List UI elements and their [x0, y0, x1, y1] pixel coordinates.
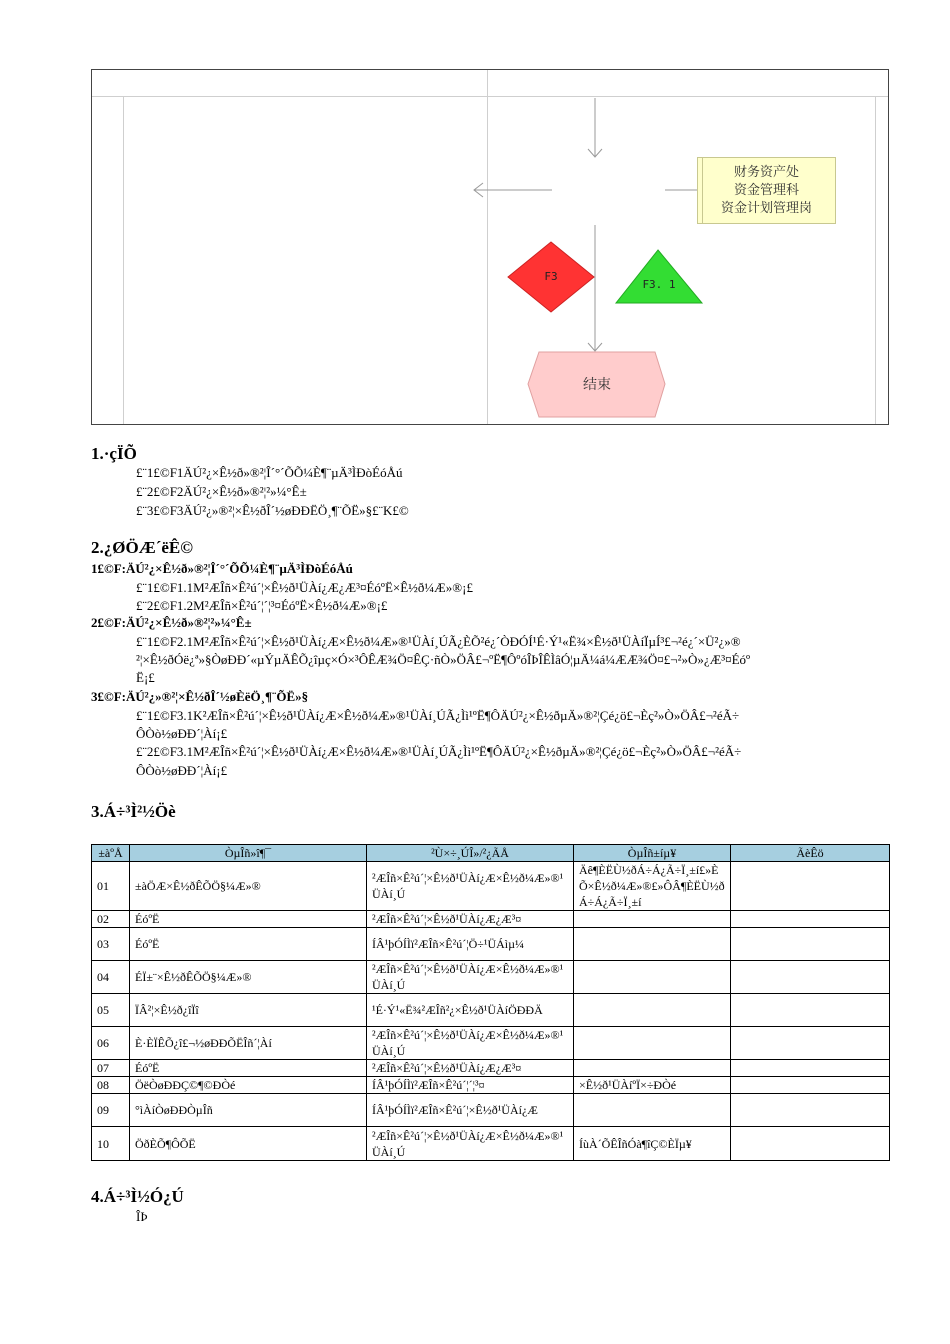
cell-desc: [731, 911, 890, 928]
risk-line-1: £¨1£©F1ÄÚ²¿×Ê½ð»®²¦Î´°´ÕÕ¼È¶¨µÄ³ÌÐòÉóÅú: [136, 465, 403, 480]
cell-no: 06: [92, 1027, 130, 1060]
table-row: [92, 961, 890, 994]
cell-role: ²ÆÎñ×Ê²ú´¦×Ê½ð¹ÜÀí¿Æ¿Æ³¤: [367, 911, 574, 928]
cell-desc: [731, 1027, 890, 1060]
cell-activity: ÉÏ±¨×Ê½ðÊÕÖ§¼Æ»®: [130, 961, 367, 994]
control-3-line-3: £¨2£©F3.1M²ÆÎñ×Ê²ú´¦×Ê½ð¹ÜÀí¿Æ×Ê½ð¼Æ»®¹ÜÀí¸ÚÃ¿Ìì¹ºË¶ÔÄÚ²¿×Ê½ðµÄ»®²¦Çé¿ö£¬Èç²»Ò»ÖÂ£¬²éÃ÷: [136, 744, 742, 759]
cell-form: [574, 1094, 731, 1127]
control-2-line-3: Ë¡£: [136, 670, 155, 685]
cell-form: [574, 911, 731, 928]
cell-form: ÍùÀ´ÕÊÎñÓà¶îÇ©ÈÏµ¥: [574, 1127, 731, 1161]
cell-activity: ÉóºË: [130, 1060, 367, 1077]
control-3-line-2: ÔÒò½øÐÐ´¦Àí¡£: [136, 726, 228, 741]
cell-desc: [731, 928, 890, 961]
cell-form: [574, 1027, 731, 1060]
header-role: ²Ù×÷¸ÚÎ»/²¿ÃÅ: [367, 845, 574, 862]
control-1-line-1: £¨1£©F1.1M²ÆÎñ×Ê²ú´¦×Ê½ð¹ÜÀí¿Æ¿Æ³¤ÉóºË×Ê½ð¼Æ»®¡£: [136, 580, 473, 595]
risk-f3-label: F3: [544, 270, 558, 283]
table-row: [92, 1027, 890, 1060]
table-row: [92, 1127, 890, 1161]
cell-desc: [731, 1077, 890, 1094]
interface-line: ÎÞ: [136, 1209, 148, 1224]
table-row: [92, 928, 890, 961]
cell-desc: [731, 961, 890, 994]
cell-no: 09: [92, 1094, 130, 1127]
cell-role: ¹É·Ý¹«Ë¾²ÆÎñ²¿×Ê½ð¹ÜÀíÖÐÐÄ: [367, 994, 574, 1027]
table-row: [92, 1077, 890, 1094]
control-1-line-2: £¨2£©F1.2M²ÆÎñ×Ê²ú´¦´¦³¤ÉóºË×Ê½ð¼Æ»®¡£: [136, 598, 388, 613]
control-2-line-1: £¨1£©F2.1M²ÆÎñ×Ê²ú´¦×Ê½ð¹ÜÀí¿Æ×Ê½ð¼Æ»®¹ÜÀí¸ÚÃ¿ÈÕ²é¿´ÒÐÓÍ¹É·Ý¹«Ë¾×Ê½ð¹ÜÀíÏµÍ³£¬²é¿´×Ü²¿»®: [136, 634, 741, 649]
cell-activity: ÉóºË: [130, 911, 367, 928]
header-desc: ÃèÊö: [731, 845, 890, 862]
flow-diagram: [91, 69, 889, 425]
cell-role: ²ÆÎñ×Ê²ú´¦×Ê½ð¹ÜÀí¿Æ×Ê½ð¼Æ»®¹ÜÀí¸Ú: [367, 961, 574, 994]
control-2-head: 2£©F:ÄÚ²¿×Ê½ð»®²¦²»¼°Ê±: [91, 615, 252, 630]
cell-form: [574, 1060, 731, 1077]
cell-role: ²ÆÎñ×Ê²ú´¦×Ê½ð¹ÜÀí¿Æ×Ê½ð¼Æ»®¹ÜÀí¸Ú: [367, 1127, 574, 1161]
risk-line-3: £¨3£©F3ÄÚ²¿»®²¦×Ê½ðÎ´½øÐÐËÖ¸¶¨ÕË»§£¨K£©: [136, 503, 409, 518]
process-steps-table: [91, 844, 890, 1161]
end-node-label: 结束: [583, 377, 611, 393]
control-2-line-2: ²¦×Ê½ðÓë¿ª»§ÒøÐÐ´«µÝµÄÊÕ¿îµç×Ó×³ÔÊÆ¾Ö¤ÊÇ·ñÒ»ÖÂ£¬ºË¶ÔºóÎÞÎÊÌâÓ¦µÄ¼á¼ÆÆ¾Ö¤£¬²»Ò»¿Æ³¤Éóº: [136, 652, 751, 667]
dept-line-2: 资金管理科: [733, 183, 799, 198]
department-box: [697, 157, 836, 224]
table-row: [92, 862, 890, 911]
cell-form: Äê¶ÈËÙ½ðÁ÷Á¿Ã÷Ï¸±í£»ÈÕ×Ê½ð¼Æ»®£»ÔÂ¶ÈËÙ½ðÁ÷Á¿Ã÷Ï¸±í: [574, 862, 731, 911]
header-activity: ÒµÎñ»î¶¯: [130, 845, 367, 862]
cell-desc: [731, 1094, 890, 1127]
cell-activity: È·ÈÏÊÕ¿î£¬½øÐÐÕËÎñ´¦Àí: [130, 1027, 367, 1060]
control-3-line-4: ÔÒò½øÐÐ´¦Àí¡£: [136, 763, 228, 778]
cell-desc: [731, 1060, 890, 1077]
cell-role: ²ÆÎñ×Ê²ú´¦×Ê½ð¹ÜÀí¿Æ¿Æ³¤: [367, 1060, 574, 1077]
cell-role: ÍÂ¹þÓÍÌï²ÆÎñ×Ê²ú´¦´¦³¤: [367, 1077, 574, 1094]
cell-desc: [731, 862, 890, 911]
table-row: [92, 1060, 890, 1077]
cell-activity: ÖëÒøÐÐÇ©¶©ÐÒé: [130, 1077, 367, 1094]
table-row: [92, 994, 890, 1027]
cell-desc: [731, 994, 890, 1027]
cell-activity: ÖðÈÕ¶ÔÕË: [130, 1127, 367, 1161]
cell-form: [574, 928, 731, 961]
cell-role: ÍÂ¹þÓÍÌï²ÆÎñ×Ê²ú´¦Ö÷¹ÜÁìµ¼: [367, 928, 574, 961]
flow-connectors: [92, 70, 888, 424]
section-2-title: 2.¿ØÖÆ´ëÊ©: [91, 538, 193, 557]
table-row: [92, 911, 890, 928]
control-3-line-1: £¨1£©F3.1K²ÆÎñ×Ê²ú´¦×Ê½ð¹ÜÀí¿Æ×Ê½ð¼Æ»®¹ÜÀí¸ÚÃ¿Ìì¹ºË¶ÔÄÚ²¿×Ê½ðµÄ»®²¦Çé¿ö£¬Èç²»Ò»ÖÂ£¬²éÃ÷: [136, 708, 740, 723]
control-1-head: 1£©F:ÄÚ²¿×Ê½ð»®²¦Î´°´ÕÕ¼È¶¨µÄ³ÌÐòÉóÅú: [91, 561, 353, 576]
cell-activity: ±àÖÆ×Ê½ðÊÕÖ§¼Æ»®: [130, 862, 367, 911]
cell-no: 02: [92, 911, 130, 928]
cell-no: 03: [92, 928, 130, 961]
risk-f31-label: F3. 1: [642, 278, 676, 291]
cell-activity: ÏÂ²¦×Ê½ð¿îÏî: [130, 994, 367, 1027]
cell-form: [574, 994, 731, 1027]
header-no: ±àºÅ: [92, 845, 130, 862]
cell-activity: °ìÀíÒøÐÐÒµÎñ: [130, 1094, 367, 1127]
control-3-head: 3£©F:ÄÚ²¿»®²¦×Ê½ðÎ´½øÈëÖ¸¶¨ÕË»§: [91, 689, 309, 704]
dept-line-1: 财务资产处: [733, 165, 799, 180]
cell-role: ²ÆÎñ×Ê²ú´¦×Ê½ð¹ÜÀí¿Æ×Ê½ð¼Æ»®¹ÜÀí¸Ú: [367, 862, 574, 911]
cell-activity: ÉóºË: [130, 928, 367, 961]
dept-line-3: 资金计划管理岗: [720, 201, 812, 216]
section-1-title: 1.·çÏÕ: [91, 444, 137, 463]
cell-form: ×Ê½ð¹ÜÀíºÏ×÷ÐÒé: [574, 1077, 731, 1094]
section-4-title: 4.Á÷³Ì½Ó¿Ú: [91, 1187, 184, 1206]
table-row: [92, 1094, 890, 1127]
cell-no: 01: [92, 862, 130, 911]
section-3-title: 3.Á÷³Ì²½Öè: [91, 802, 176, 821]
risk-line-2: £¨2£©F2ÄÚ²¿×Ê½ð»®²¦²»¼°Ê±: [136, 484, 307, 499]
cell-no: 05: [92, 994, 130, 1027]
risk-f31-triangle: [616, 250, 702, 303]
header-form: ÒµÎñ±íµ¥: [574, 845, 731, 862]
cell-no: 04: [92, 961, 130, 994]
cell-no: 10: [92, 1127, 130, 1161]
cell-no: 07: [92, 1060, 130, 1077]
table-header-row: [92, 845, 890, 862]
cell-form: [574, 961, 731, 994]
cell-desc: [731, 1127, 890, 1161]
cell-role: ÍÂ¹þÓÍÌï²ÆÎñ×Ê²ú´¦×Ê½ð¹ÜÀí¿Æ: [367, 1094, 574, 1127]
cell-no: 08: [92, 1077, 130, 1094]
cell-role: ²ÆÎñ×Ê²ú´¦×Ê½ð¹ÜÀí¿Æ×Ê½ð¼Æ»®¹ÜÀí¸Ú: [367, 1027, 574, 1060]
